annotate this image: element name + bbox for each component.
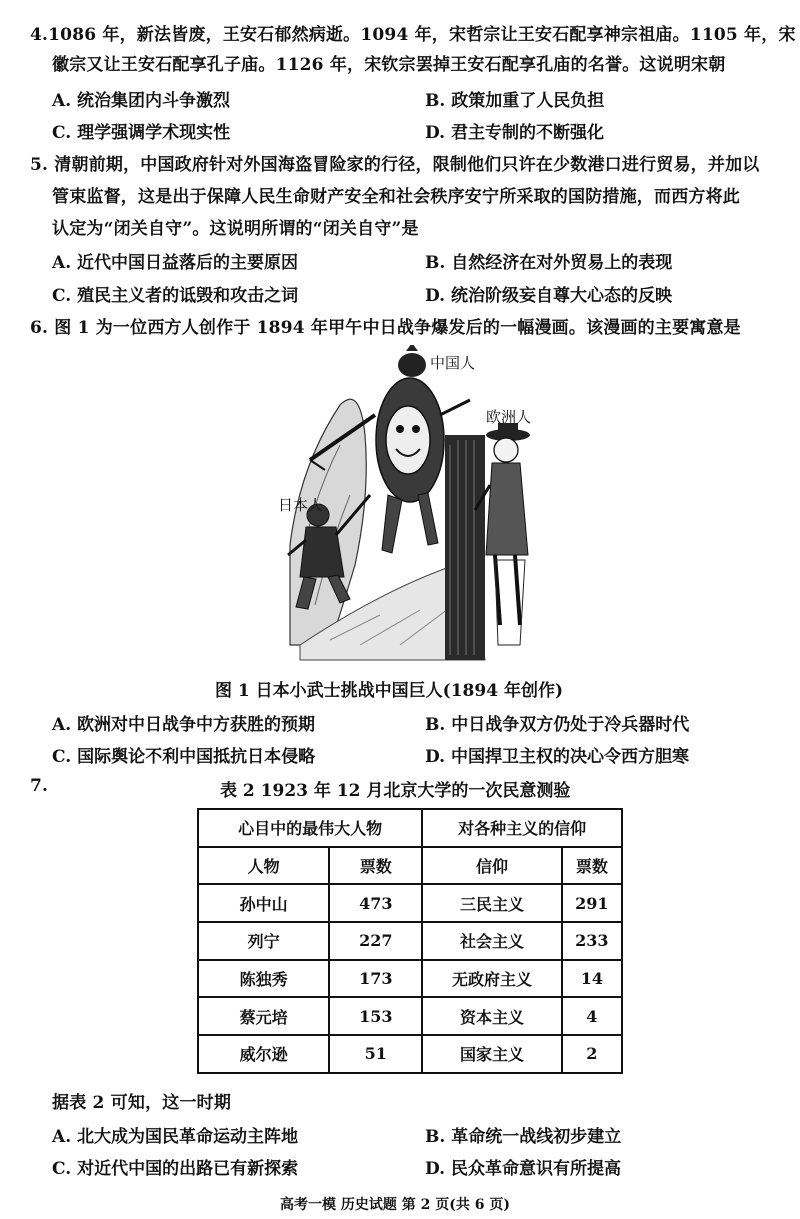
q5-stem-line3: 认定为“闭关自守”。这说明所谓的“闭关自守”是 [52, 219, 419, 239]
q7-option-c[interactable]: C. 对近代中国的出路已有新探索 [52, 1159, 299, 1179]
table-header-belief: 信仰 [422, 847, 561, 885]
table-row [198, 1035, 622, 1073]
q5-option-d[interactable]: D. 统治阶级妄自尊大心态的反映 [425, 286, 672, 306]
q4-option-c[interactable]: C. 理学强调学术现实性 [52, 123, 231, 143]
table-cell: 153 [329, 997, 422, 1035]
q7-option-d[interactable]: D. 民众革命意识有所提高 [425, 1159, 621, 1179]
table-cell: 51 [329, 1035, 422, 1073]
table-title: 表 2 1923 年 12 月北京大学的一次民意测验 [220, 781, 571, 801]
figure-label-china: 中国人 [430, 354, 476, 372]
q4-stem-line1: 4.1086 年，新法皆废，王安石郁然病逝。1094 年，宋哲宗让王安石配享神宗祖庙。1105 年，宋 [30, 25, 796, 45]
table-cell: 资本主义 [422, 997, 561, 1035]
figure-label-europe: 欧洲人 [486, 408, 532, 426]
table-header-votes-2: 票数 [562, 847, 622, 885]
table-group-header-figures: 心目中的最伟大人物 [198, 809, 422, 847]
table-cell: 蔡元培 [198, 997, 329, 1035]
q7-number: 7. [30, 776, 49, 796]
table-header-person: 人物 [198, 847, 329, 885]
table-cell: 国家主义 [422, 1035, 561, 1073]
q5-option-b[interactable]: B. 自然经济在对外贸易上的表现 [425, 253, 673, 273]
table-cell: 孙中山 [198, 884, 329, 922]
table-cell: 威尔逊 [198, 1035, 329, 1073]
q6-option-c[interactable]: C. 国际舆论不利中国抵抗日本侵略 [52, 747, 316, 767]
table-cell: 无政府主义 [422, 960, 561, 998]
q6-stem-line1: 6. 图 1 为一位西方人创作于 1894 年甲午中日战争爆发后的一幅漫画。该漫画的主要寓意是 [30, 318, 741, 338]
q4-option-d[interactable]: D. 君主专制的不断强化 [425, 123, 604, 143]
q4-option-a[interactable]: A. 统治集团内斗争激烈 [52, 91, 231, 111]
table-cell: 473 [329, 884, 422, 922]
table-cell: 227 [329, 922, 422, 960]
q5-option-c[interactable]: C. 殖民主义者的诋毁和攻击之词 [52, 286, 299, 306]
table-cell: 陈独秀 [198, 960, 329, 998]
poll-table [197, 808, 623, 1074]
q4-option-b[interactable]: B. 政策加重了人民负担 [425, 91, 605, 111]
table-row [198, 997, 622, 1035]
q4-stem-line2: 徽宗又让王安石配享孔子庙。1126 年，宋钦宗罢掉王安石配享孔庙的名誉。这说明宋朝 [52, 55, 726, 75]
q7-option-a[interactable]: A. 北大成为国民革命运动主阵地 [52, 1127, 299, 1147]
q6-option-b[interactable]: B. 中日战争双方仍处于冷兵器时代 [425, 715, 690, 735]
table-cell: 列宁 [198, 922, 329, 960]
table-header-votes: 票数 [329, 847, 422, 885]
table-cell: 2 [562, 1035, 622, 1073]
table-row [198, 960, 622, 998]
q6-option-d[interactable]: D. 中国捍卫主权的决心令西方胆寒 [425, 747, 689, 767]
q6-option-a[interactable]: A. 欧洲对中日战争中方获胜的预期 [52, 715, 316, 735]
table-cell: 233 [562, 922, 622, 960]
table-cell: 4 [562, 997, 622, 1035]
table-row [198, 884, 622, 922]
table-cell: 14 [562, 960, 622, 998]
q5-option-a[interactable]: A. 近代中国日益落后的主要原因 [52, 253, 299, 273]
table-cell: 三民主义 [422, 884, 561, 922]
table-cell: 173 [329, 960, 422, 998]
table-cell: 291 [562, 884, 622, 922]
q7-option-b[interactable]: B. 革命统一战线初步建立 [425, 1127, 622, 1147]
q7-stem: 据表 2 可知，这一时期 [52, 1093, 232, 1113]
table-group-header-beliefs: 对各种主义的信仰 [422, 809, 622, 847]
table-row [198, 922, 622, 960]
q5-stem-line1: 5. 清朝前期，中国政府针对外国海盗冒险家的行径，限制他们只许在少数港口进行贸易，并加以 [30, 155, 760, 175]
figure-label-japan: 日本人 [278, 496, 324, 514]
table-cell: 社会主义 [422, 922, 561, 960]
page-footer: 高考一模 历史试题 第 2 页(共 6 页) [280, 1197, 510, 1213]
figure-caption: 图 1 日本小武士挑战中国巨人(1894 年创作) [215, 681, 563, 701]
q5-stem-line2: 管束监督，这是出于保障人民生命财产安全和社会秩序安宁所采取的国防措施，而西方将此 [52, 187, 740, 207]
